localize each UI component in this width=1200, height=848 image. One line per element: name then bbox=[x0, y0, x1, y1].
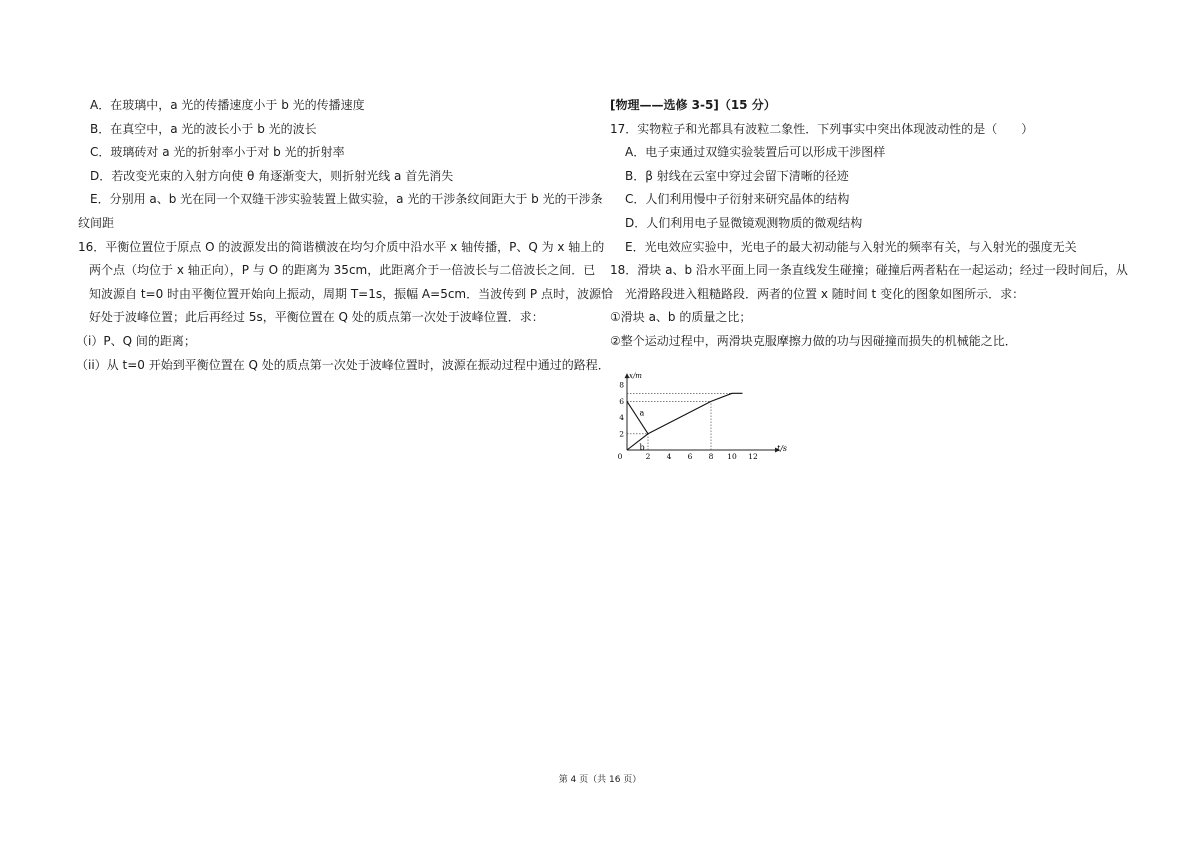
x-tick-label: 4 bbox=[666, 452, 672, 461]
q17-option-d: D．人们利用电子显微镜观测物质的微观结构 bbox=[625, 215, 863, 230]
x-tick-label: 2 bbox=[645, 452, 651, 461]
q16-stem-line: 16．平衡位置位于原点 O 的波源发出的简谐横波在均匀介质中沿水平 x 轴传播，P、Q 为 x 轴上的 bbox=[78, 239, 605, 254]
series-line-a bbox=[627, 401, 648, 433]
y-tick-label: 2 bbox=[619, 429, 624, 439]
q16-stem-line: 好处于波峰位置；此后再经过 5s，平衡位置在 Q 处的质点第一次处于波峰位置．求： bbox=[89, 310, 544, 325]
left-column bbox=[76, 94, 613, 377]
q17-stem: 17．实物粒子和光都具有波粒二象性．下列事实中突出体现波动性的是（ ） bbox=[610, 121, 1034, 136]
q15-option-a: A．在玻璃中，a 光的传播速度小于 b 光的传播速度 bbox=[90, 98, 365, 112]
q15-option-e-cont: 纹间距 bbox=[78, 215, 115, 230]
q16-stem-line: 知波源自 t=0 时由平衡位置开始向上振动，周期 T=1s，振幅 A=5cm．当波传到 P 点时，波源恰 bbox=[89, 286, 613, 301]
q18-stem-line: 光滑路段进入粗糙路段．两者的位置 x 随时间 t 变化的图象如图所示．求： bbox=[625, 286, 1025, 301]
right-column bbox=[610, 94, 1140, 354]
page-footer: 第 4 页（共 16 页） bbox=[558, 775, 642, 785]
x-axis-label: t/s bbox=[777, 444, 788, 453]
q15-option-d: D．若改变光束的入射方向使 θ 角逐渐变大，则折射光线 a 首先消失 bbox=[90, 168, 454, 183]
y-tick-label: 4 bbox=[619, 413, 624, 423]
q18-subquestion-1: ①滑块 a、b 的质量之比； bbox=[610, 310, 752, 325]
y-tick-label: 8 bbox=[619, 380, 624, 390]
q17-option-c: C．人们利用慢中子衍射来研究晶体的结构 bbox=[625, 192, 850, 207]
q17-option-b: B．β 射线在云室中穿过会留下清晰的径迹 bbox=[625, 168, 849, 183]
q15-option-c: C．玻璃砖对 a 光的折射率小于对 b 光的折射率 bbox=[90, 145, 345, 160]
x-tick-label: 12 bbox=[748, 452, 758, 461]
q16-stem-line: 两个点（均位于 x 轴正向），P 与 O 的距离为 35cm，此距离介于一倍波长与二倍波长之间．已 bbox=[89, 263, 596, 278]
series-label-a: a bbox=[639, 408, 645, 418]
q17-option-a: A．电子束通过双缝实验装置后可以形成干涉图样 bbox=[625, 145, 886, 160]
x-t-graph-svg bbox=[612, 372, 792, 462]
series-line-combined bbox=[648, 393, 743, 434]
y-axis-label: x/m bbox=[629, 372, 642, 381]
x-tick-label: 6 bbox=[687, 452, 693, 461]
q16-subquestion-i: （i）P、Q 间的距离； bbox=[76, 333, 196, 348]
series-line-b bbox=[627, 434, 648, 450]
x-tick-label: 10 bbox=[727, 452, 737, 461]
y-tick-label: 6 bbox=[619, 396, 624, 406]
q18-subquestion-2: ②整个运动过程中，两滑块克服摩擦力做的功与因碰撞而损失的机械能之比． bbox=[610, 333, 1017, 348]
x-tick-label: 8 bbox=[708, 452, 714, 461]
x-tick-label: 0 bbox=[617, 452, 623, 461]
q16-subquestion-ii: （ii）从 t=0 开始到平衡位置在 Q 处的质点第一次处于波峰位置时，波源在振动过程中通过的路程． bbox=[76, 357, 610, 372]
series-label-b: b bbox=[639, 442, 645, 452]
q17-option-e: E．光电效应实验中，光电子的最大初动能与入射光的频率有关，与入射光的强度无关 bbox=[625, 239, 1077, 254]
q18-stem-line: 18．滑块 a、b 沿水平面上同一条直线发生碰撞；碰撞后两者粘在一起运动；经过一段时间后，从 bbox=[610, 263, 1128, 278]
section-title: [物理——选修 3-5]（15 分） bbox=[610, 98, 776, 112]
q15-option-e: E．分别用 a、b 光在同一个双缝干涉实验装置上做实验，a 光的干涉条纹间距大于 b 光的干涉条 bbox=[90, 192, 603, 207]
x-t-graph bbox=[612, 372, 792, 462]
q15-option-b: B．在真空中，a 光的波长小于 b 光的波长 bbox=[90, 121, 317, 136]
